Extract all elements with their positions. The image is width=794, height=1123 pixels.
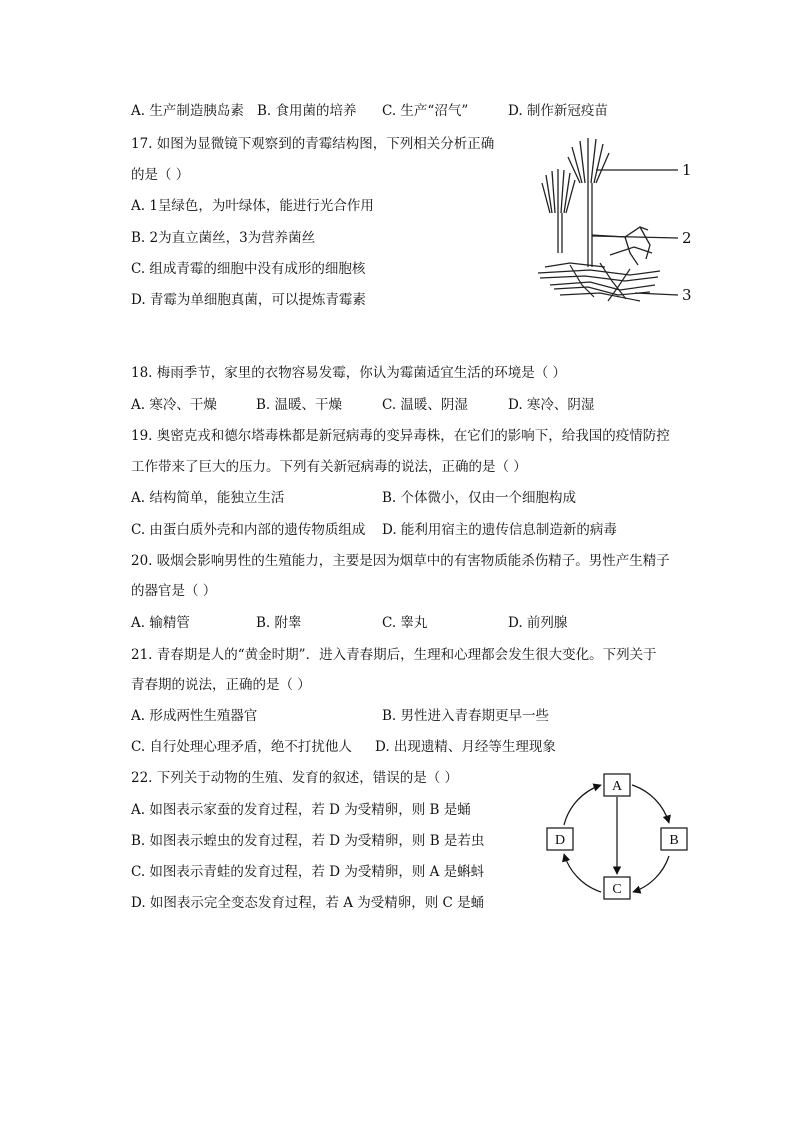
q20-option-d: D. 前列腺 — [508, 615, 568, 631]
q22-option-d: D. 如图表示完全变态发育过程，若 A 为受精卵，则 C 是蛹 — [131, 895, 485, 911]
q18-option-c: C. 温暖、阴湿 — [382, 397, 468, 413]
q20-stem-line1: 20. 吸烟会影响男性的生殖能力，主要是因为烟草中的有害物质能杀伤精子。男性产生精子 — [131, 553, 670, 569]
q20-option-c: C. 睾丸 — [382, 615, 428, 631]
q16-option-a: A. 生产制造胰岛素 — [131, 103, 244, 119]
arrow-a-to-b — [632, 785, 669, 823]
q22-option-a: A. 如图表示家蚕的发育过程，若 D 为受精卵，则 B 是蛹 — [131, 802, 471, 818]
q20-option-b: B. 附睾 — [256, 615, 302, 631]
left-brush-head — [542, 169, 575, 213]
arrow-d-to-a — [564, 785, 601, 825]
q20-option-a: A. 输精管 — [131, 615, 190, 631]
leader-line-3 — [635, 293, 678, 295]
q22-stem: 22. 下列关于动物的生殖、发育的叙述，错误的是（ ） — [131, 770, 459, 786]
node-label-d: D — [554, 833, 566, 848]
q16-option-b: B. 食用菌的培养 — [257, 103, 357, 119]
q17-option-a: A. 1呈绿色，为叶绿体，能进行光合作用 — [131, 198, 374, 214]
q19-stem-line2: 工作带来了巨大的压力。下列有关新冠病毒的说法，正确的是（ ） — [131, 459, 527, 475]
q18-stem: 18. 梅雨季节，家里的衣物容易发霉，你认为霉菌适宜生活的环境是（ ） — [131, 365, 567, 381]
figure-label-1: 1 — [682, 161, 692, 179]
q21-stem-line1: 21. 青春期是人的“黄金时期”．进入青春期后，生理和心理都会发生很大变化。下列关于 — [131, 647, 657, 663]
penicillium-figure — [530, 135, 700, 315]
development-cycle-diagram — [540, 768, 700, 908]
q17-stem-line2: 的是（ ） — [131, 167, 190, 183]
q16-option-d: D. 制作新冠疫苗 — [508, 103, 608, 119]
q21-option-c: C. 自行处理心理矛盾，绝不打扰他人 — [131, 739, 352, 755]
q18-option-a: A. 寒冷、干燥 — [131, 397, 217, 413]
q17-option-c: C. 组成青霉的细胞中没有成形的细胞核 — [131, 261, 366, 277]
q16-option-c: C. 生产“沼气” — [382, 103, 469, 119]
q18-option-d: D. 寒冷、阴湿 — [508, 397, 595, 413]
q19-option-c: C. 由蛋白质外壳和内部的遗传物质组成 — [131, 522, 366, 538]
q19-option-d: D. 能利用宿主的遗传信息制造新的病毒 — [382, 522, 617, 538]
arrow-b-to-c — [633, 856, 669, 892]
right-brush-head — [568, 138, 609, 183]
q21-option-d: D. 出现遗精、月经等生理现象 — [375, 739, 556, 755]
q22-option-b: B. 如图表示蝗虫的发育过程，若 D 为受精卵，则 B 是若虫 — [131, 833, 485, 849]
q20-stem-line2: 的器官是（ ） — [131, 583, 217, 599]
q22-option-c: C. 如图表示青蛙的发育过程，若 D 为受精卵，则 A 是蝌蚪 — [131, 864, 485, 880]
q17-option-b: B. 2为直立菌丝，3为营养菌丝 — [131, 230, 316, 246]
q21-stem-line2: 青春期的说法，正确的是（ ） — [131, 677, 311, 693]
figure-label-2: 2 — [682, 229, 692, 247]
node-label-b: B — [669, 833, 679, 848]
node-label-a: A — [611, 779, 623, 794]
q19-stem-line1: 19. 奥密克戎和德尔塔毒株都是新冠病毒的变异毒株，在它们的影响下，给我国的疫情防控 — [131, 428, 670, 444]
q19-option-b: B. 个体微小，仅由一个细胞构成 — [382, 490, 577, 506]
leader-line-2 — [592, 236, 678, 238]
q17-option-d: D. 青霉为单细胞真菌，可以提炼青霉素 — [131, 292, 366, 308]
q19-option-a: A. 结构简单，能独立生活 — [131, 490, 285, 506]
q17-stem-line1: 17. 如图为显微镜下观察到的青霉结构图，下列相关分析正确 — [131, 136, 495, 152]
q21-option-b: B. 男性进入青春期更早一些 — [382, 708, 550, 724]
substrate-mycelium — [538, 263, 660, 301]
q18-option-b: B. 温暖、干燥 — [256, 397, 343, 413]
arrow-c-to-d — [564, 854, 601, 892]
node-label-c: C — [612, 882, 622, 897]
q21-option-a: A. 形成两性生殖器官 — [131, 708, 258, 724]
figure-label-3: 3 — [682, 286, 692, 304]
